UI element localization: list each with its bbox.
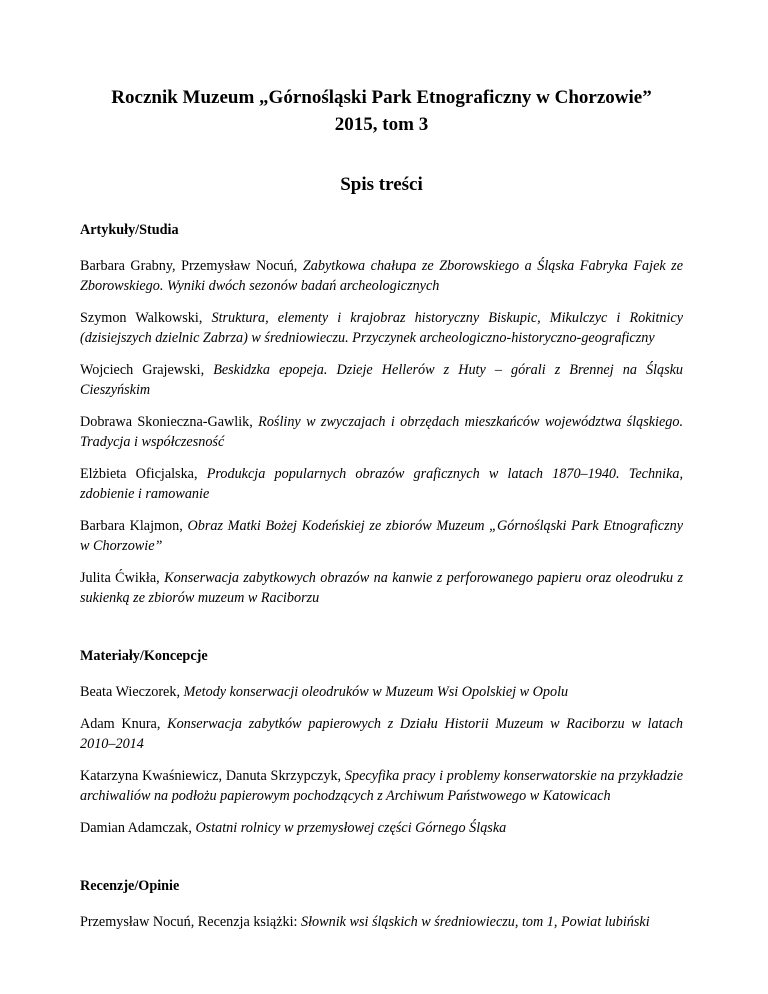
document-title-line-2: 2015, tom 3: [334, 114, 429, 135]
document-page: [80, 84, 683, 944]
entry-author: Julita Ćwikła,: [80, 570, 160, 586]
entry-title: Metody konserwacji oleodruków w Muzeum Wsi Opolskiej w Opolu: [183, 684, 569, 700]
section-heading: Recenzje/Opinie: [80, 878, 180, 894]
section-articles: [80, 220, 683, 608]
toc-entry: [80, 256, 683, 296]
entry-list: [80, 912, 683, 932]
toc-entry: [80, 568, 683, 608]
entry-author: Katarzyna Kwaśniewicz, Danuta Skrzypczyk,: [80, 768, 342, 784]
toc-entry: [80, 766, 683, 806]
entry-title: Beskidzka epopeja. Dzieje Hellerów z Huty – górali z Brennej na Śląsku Cieszyńskim: [80, 362, 684, 398]
entry-title: Struktura, elementy i krajobraz historyczny Biskupic, Mikulczyc i Rokitnicy (dzisiejszych dzielnic Zabrza) w średniowieczu. Przyczynek archeologiczno-historyczno-geograficzny: [80, 310, 684, 346]
entry-list: [80, 256, 683, 608]
toc-entry: [80, 818, 683, 838]
entry-title: Konserwacja zabytków papierowych z Działu Historii Muzeum w Raciborzu w latach 2010–2014: [80, 716, 683, 752]
toc-entry: [80, 464, 683, 504]
entry-author: Adam Knura,: [80, 716, 161, 732]
entry-title: Konserwacja zabytkowych obrazów na kanwie z perforowanego papieru oraz oleodruku z sukienką ze zbiorów muzeum w Raciborzu: [80, 570, 683, 606]
entry-author: Elżbieta Oficjalska,: [80, 466, 198, 482]
toc-entry: [80, 516, 683, 556]
entry-author: Dobrawa Skonieczna-Gawlik,: [80, 414, 253, 430]
toc-entry: [80, 412, 683, 452]
entry-author: Damian Adamczak,: [80, 820, 192, 836]
section-heading: Artykuły/Studia: [80, 222, 179, 238]
document-title-line-1: Rocznik Muzeum „Górnośląski Park Etnograficzny w Chorzowie”: [111, 87, 652, 108]
entry-list: [80, 682, 683, 838]
section-materials: [80, 646, 683, 838]
entry-author: Barbara Grabny, Przemysław Nocuń,: [80, 258, 298, 274]
entry-title: Słownik wsi śląskich w średniowieczu, tom 1, Powiat lubiński: [301, 914, 650, 930]
toc-entry: [80, 714, 683, 754]
table-of-contents-heading: Spis treści: [340, 174, 423, 195]
entry-author: Szymon Walkowski,: [80, 310, 203, 326]
section-heading: Materiały/Koncepcje: [80, 648, 208, 664]
document-title: [80, 84, 683, 138]
toc-entry: [80, 682, 683, 702]
section-reviews: [80, 876, 683, 932]
entry-author: Barbara Klajmon,: [80, 518, 183, 534]
toc-entry: [80, 360, 683, 400]
entry-title: Obraz Matki Bożej Kodeńskiej ze zbiorów Muzeum „Górnośląski Park Etnograficzny w Chorzowie”: [80, 518, 683, 554]
entry-title: Specyfika pracy i problemy konserwatorskie na przykładzie archiwaliów na podłożu papierowym pochodzących z Archiwum Państwowego w Katowicach: [80, 768, 684, 804]
entry-author: Przemysław Nocuń, Recenzja książki:: [80, 914, 298, 930]
entry-title: Zabytkowa chałupa ze Zborowskiego a Śląska Fabryka Fajek ze Zborowskiego. Wyniki dwóch sezonów badań archeologicznych: [80, 258, 683, 294]
entry-title: Produkcja popularnych obrazów graficznych w latach 1870–1940. Technika, zdobienie i ramowanie: [80, 466, 684, 502]
toc-entry: [80, 912, 683, 932]
entry-author: Wojciech Grajewski,: [80, 362, 205, 378]
entry-author: Beata Wieczorek,: [80, 684, 180, 700]
entry-title: Ostatni rolnicy w przemysłowej części Górnego Śląska: [195, 820, 507, 836]
toc-entry: [80, 308, 683, 348]
entry-title: Rośliny w zwyczajach i obrzędach mieszkańców województwa śląskiego. Tradycja i współczesność: [80, 414, 683, 450]
